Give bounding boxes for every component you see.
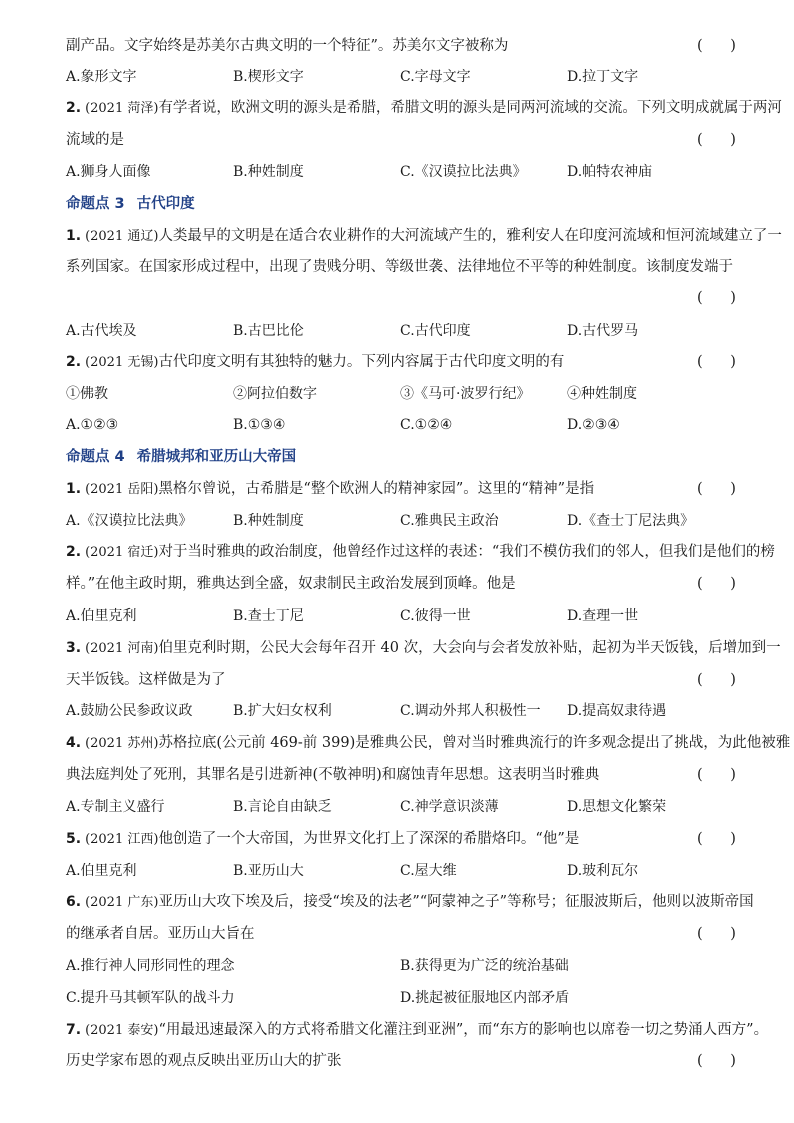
answer-option[interactable]: A.伯里克利 <box>66 863 137 879</box>
answer-blank: ( ) <box>697 831 736 847</box>
answer-option[interactable]: D.提高奴隶待遇 <box>567 703 667 719</box>
question-number: 7. <box>66 1022 82 1038</box>
answer-option[interactable]: D.拉丁文字 <box>567 69 639 85</box>
question-text-line: 历史学家布恩的观点反映出亚历山大的扩张 <box>66 1053 342 1069</box>
question-text: 亚历山大攻下埃及后，接受“埃及的法老”“阿蒙神之子”等称号；征服波斯后，他则以波斯帝国 <box>158 894 754 910</box>
question-line <box>66 892 754 913</box>
answer-blank: ( ) <box>697 290 736 306</box>
question-number: 2. <box>66 354 82 370</box>
answer-blank: ( ) <box>697 672 736 688</box>
question-line <box>66 98 782 119</box>
question-source: (2021 岳阳) <box>85 482 159 497</box>
answer-blank: ( ) <box>697 1053 736 1069</box>
answer-option[interactable]: B.言论自由缺乏 <box>233 799 332 815</box>
question-text: 黑格尔曾说，古希腊是“整个欧洲人的精神家园”。这里的“精神”是指 <box>158 481 595 497</box>
question-number: 1. <box>66 481 82 497</box>
answer-option[interactable]: C.屋大维 <box>400 863 457 879</box>
section-label: 命题点 3 <box>66 196 125 212</box>
answer-blank: ( ) <box>697 926 736 942</box>
answer-blank: ( ) <box>697 767 736 783</box>
answer-option[interactable]: ②阿拉伯数字 <box>233 386 317 402</box>
question-text-line: 副产品。文字始终是苏美尔古典文明的一个特征”。苏美尔文字被称为 <box>66 38 509 54</box>
question-text-line: 流域的是 <box>66 132 124 148</box>
question-text-line: 典法庭判处了死刑，其罪名是引进新神(不敬神明)和腐蚀青年思想。这表明当时雅典 <box>66 767 600 783</box>
question-source: (2021 河南) <box>85 641 159 656</box>
question-line <box>66 638 781 659</box>
answer-option[interactable]: D.帕特农神庙 <box>567 164 653 180</box>
question-text-line: 样。”在他主政时期，雅典达到全盛，奴隶制民主政治发展到顶峰。他是 <box>66 576 516 592</box>
answer-option[interactable]: D.《查士丁尼法典》 <box>567 513 695 529</box>
section-heading <box>66 194 195 214</box>
answer-blank: ( ) <box>697 354 736 370</box>
answer-option[interactable]: B.种姓制度 <box>233 513 304 529</box>
question-text: “用最迅速最深入的方式将希腊文化灌注到亚洲”，而“东方的影响也以席卷一切之势涌人西方”。 <box>158 1022 769 1038</box>
question-number: 6. <box>66 894 82 910</box>
answer-option[interactable]: B.扩大妇女权利 <box>233 703 332 719</box>
question-number: 1. <box>66 228 82 244</box>
answer-option[interactable]: A.古代埃及 <box>66 323 137 339</box>
answer-option[interactable]: D.思想文化繁荣 <box>567 799 667 815</box>
question-line <box>66 226 782 247</box>
answer-option[interactable]: B.亚历山大 <box>233 863 304 879</box>
question-text: 苏格拉底(公元前 469-前 399)是雅典公民，曾对当时雅典流行的许多观念提出了挑战，为此他被雅 <box>158 735 791 751</box>
answer-option[interactable]: A.①②③ <box>66 417 119 433</box>
answer-option[interactable]: B.古巴比伦 <box>233 323 304 339</box>
question-text: 古代印度文明有其独特的魅力。下列内容属于古代印度文明的有 <box>158 354 565 370</box>
answer-option[interactable]: C.《汉谟拉比法典》 <box>400 164 527 180</box>
answer-option[interactable]: C.雅典民主政治 <box>400 513 499 529</box>
answer-option[interactable]: A.《汉谟拉比法典》 <box>66 513 193 529</box>
answer-option[interactable]: A.专制主义盛行 <box>66 799 165 815</box>
question-text: 有学者说，欧洲文明的源头是希腊，希腊文明的源头是同两河流域的交流。下列文明成就属于两河 <box>158 100 782 116</box>
question-source: (2021 菏泽) <box>85 101 159 116</box>
answer-option[interactable]: A.象形文字 <box>66 69 137 85</box>
answer-option[interactable]: A.鼓励公民参政议政 <box>66 703 193 719</box>
question-number: 2. <box>66 100 82 116</box>
answer-option[interactable]: A.狮身人面像 <box>66 164 151 180</box>
question-line <box>66 352 564 373</box>
answer-option[interactable]: C.彼得一世 <box>400 608 471 624</box>
answer-blank: ( ) <box>697 132 736 148</box>
answer-option[interactable]: D.②③④ <box>567 417 620 433</box>
question-text: 他创造了一个大帝国，为世界文化打上了深深的希腊烙印。“他”是 <box>158 831 580 847</box>
answer-blank: ( ) <box>697 481 736 497</box>
answer-option[interactable]: B.①③④ <box>233 417 286 433</box>
answer-option[interactable]: C.神学意识淡薄 <box>400 799 499 815</box>
question-source: (2021 通辽) <box>85 229 159 244</box>
answer-blank: ( ) <box>697 38 736 54</box>
question-text: 对于当时雅典的政治制度，他曾经作过这样的表述：“我们不模仿我们的邻人，但我们是他们的榜 <box>158 544 775 560</box>
answer-option[interactable]: C.古代印度 <box>400 323 471 339</box>
answer-option[interactable]: A.推行神人同形同性的理念 <box>66 958 235 974</box>
question-text: 伯里克利时期，公民大会每年召开 40 次，大会向与会者发放补贴，起初为半天饭钱，后增加到一 <box>158 640 781 656</box>
answer-blank: ( ) <box>697 576 736 592</box>
answer-option[interactable]: C.调动外邦人积极性一 <box>400 703 541 719</box>
question-text-line: 的继承者自居。亚历山大旨在 <box>66 926 255 942</box>
answer-option[interactable]: D.古代罗马 <box>567 323 639 339</box>
question-source: (2021 苏州) <box>85 736 159 751</box>
section-heading <box>66 447 296 467</box>
question-number: 3. <box>66 640 82 656</box>
answer-option[interactable]: A.伯里克利 <box>66 608 137 624</box>
answer-option[interactable]: D.挑起被征服地区内部矛盾 <box>400 990 570 1006</box>
question-text: 人类最早的文明是在适合农业耕作的大河流域产生的，雅利安人在印度河流域和恒河流域建立了一 <box>158 228 782 244</box>
question-line <box>66 542 775 563</box>
question-line <box>66 1020 768 1041</box>
answer-option[interactable]: ③《马可·波罗行纪》 <box>400 386 531 402</box>
question-number: 4. <box>66 735 82 751</box>
answer-option[interactable]: ①佛教 <box>66 386 108 402</box>
question-text-line: 系列国家。在国家形成过程中，出现了贵贱分明、等级世袭、法律地位不平等的种姓制度。该制度发端于 <box>66 259 733 275</box>
question-text-line: 天半饭钱。这样做是为了 <box>66 672 226 688</box>
answer-option[interactable]: C.提升马其顿军队的战斗力 <box>66 990 235 1006</box>
answer-option[interactable]: C.①②④ <box>400 417 453 433</box>
question-number: 5. <box>66 831 82 847</box>
answer-option[interactable]: D.玻利瓦尔 <box>567 863 639 879</box>
answer-option[interactable]: B.获得更为广泛的统治基础 <box>400 958 569 974</box>
question-source: (2021 江西) <box>85 832 159 847</box>
question-line <box>66 733 790 754</box>
answer-option[interactable]: C.字母文字 <box>400 69 471 85</box>
question-line <box>66 479 594 500</box>
question-source: (2021 宿迁) <box>85 545 159 560</box>
answer-option[interactable]: B.楔形文字 <box>233 69 304 85</box>
question-source: (2021 无锡) <box>85 355 159 370</box>
section-title: 希腊城邦和亚历山大帝国 <box>136 449 297 465</box>
question-line <box>66 829 579 850</box>
answer-option[interactable]: B.种姓制度 <box>233 164 304 180</box>
question-source: (2021 泰安) <box>85 1023 159 1038</box>
section-title: 古代印度 <box>136 196 195 212</box>
answer-option[interactable]: B.查士丁尼 <box>233 608 304 624</box>
answer-option[interactable]: ④种姓制度 <box>567 386 637 402</box>
section-label: 命题点 4 <box>66 449 125 465</box>
question-source: (2021 广东) <box>85 895 159 910</box>
answer-option[interactable]: D.查理一世 <box>567 608 639 624</box>
question-number: 2. <box>66 544 82 560</box>
